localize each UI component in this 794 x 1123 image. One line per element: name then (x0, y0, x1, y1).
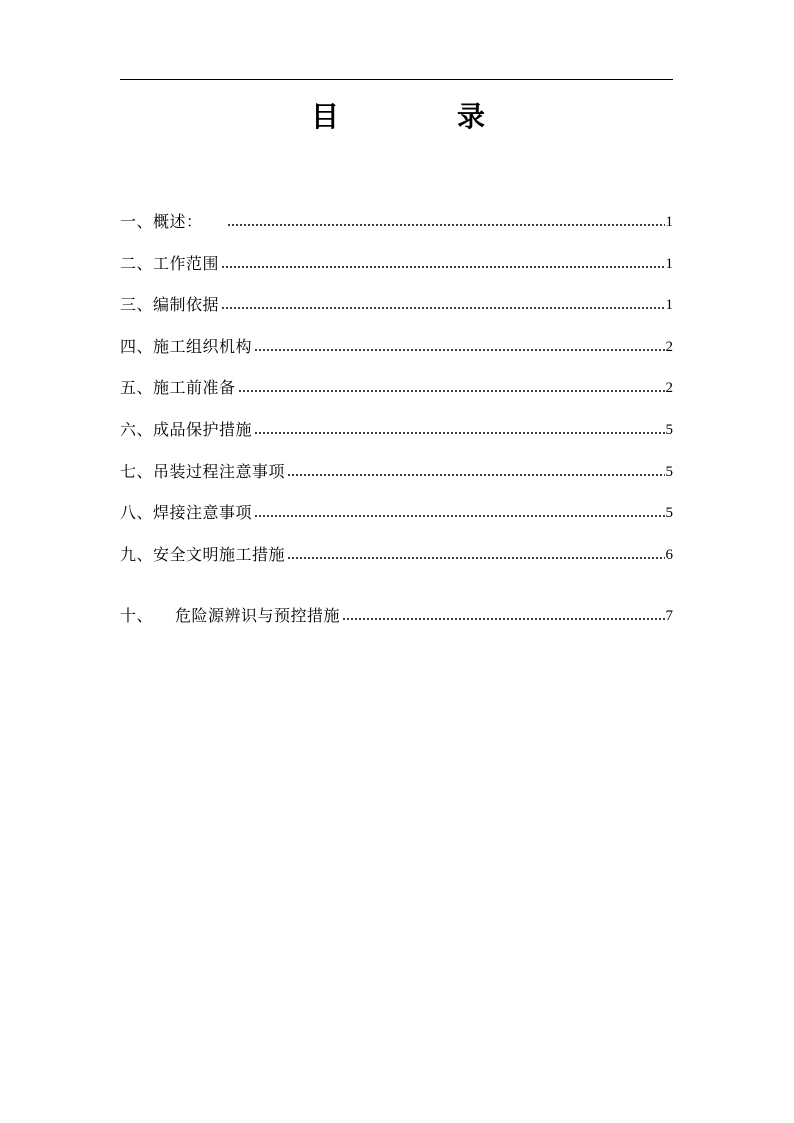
title-char-2: 录 (457, 100, 486, 133)
toc-entry[interactable] (120, 605, 673, 627)
toc-entry-number: 五、 (120, 378, 154, 397)
toc-entry-page: 5 (665, 464, 673, 480)
toc-entry-number: 二、 (120, 254, 154, 273)
toc-leader-dots (221, 305, 664, 311)
toc-entry-number: 七、 (120, 462, 154, 481)
toc-entry-page: 5 (665, 505, 673, 521)
toc-leader-dots (287, 555, 664, 561)
toc-entry-title: 施工组织机构 (153, 337, 253, 356)
toc-entry[interactable] (120, 544, 673, 566)
toc-leader-dots (254, 513, 664, 519)
toc-entry-number: 九、 (120, 545, 154, 564)
toc-leader-dots (342, 616, 664, 622)
toc-leader-dots (287, 472, 664, 478)
toc-entry-title: 成品保护措施 (153, 420, 253, 439)
toc-entry-number: 一、 (120, 212, 154, 231)
toc-entry[interactable] (120, 336, 673, 358)
toc-leader-dots (254, 347, 664, 353)
toc-entry[interactable] (120, 294, 673, 316)
toc-entry-page: 2 (665, 339, 673, 355)
toc-list (120, 0, 673, 700)
toc-leader-dots (227, 222, 665, 228)
toc-entry-title: 安全文明施工措施 (153, 545, 286, 564)
toc-entry-title: 工作范围 (153, 254, 220, 273)
toc-entry[interactable] (120, 253, 673, 275)
toc-entry-title: 危险源辨识与预控措施 (175, 606, 341, 625)
toc-entry-page: 5 (665, 422, 673, 438)
toc-entry[interactable] (120, 419, 673, 441)
toc-entry-page: 7 (665, 608, 673, 624)
toc-entry-number: 八、 (120, 503, 154, 522)
toc-entry[interactable] (120, 502, 673, 524)
toc-entry-title: 施工前准备 (153, 378, 236, 397)
toc-entry-title: 概述： (153, 212, 203, 231)
toc-entry-title: 吊装过程注意事项 (153, 462, 286, 481)
toc-entry-title: 焊接注意事项 (153, 503, 253, 522)
toc-entry-number: 六、 (120, 420, 154, 439)
title-char-1: 目 (311, 100, 340, 133)
toc-entry-number: 十、 (120, 606, 154, 625)
toc-entry-number: 四、 (120, 337, 154, 356)
toc-entry[interactable] (120, 377, 673, 399)
toc-entry-page: 1 (665, 256, 673, 272)
toc-entry-number: 三、 (120, 295, 154, 314)
toc-entry[interactable] (120, 461, 673, 483)
toc-entry-page: 1 (665, 297, 673, 313)
toc-entry-page: 6 (665, 547, 673, 563)
toc-entry-page: 1 (665, 214, 673, 230)
toc-leader-dots (221, 264, 664, 270)
toc-entry-title: 编制依据 (153, 295, 220, 314)
toc-leader-dots (254, 430, 664, 436)
toc-entry[interactable] (120, 211, 673, 233)
toc-entry-page: 2 (665, 380, 673, 396)
toc-leader-dots (238, 388, 665, 394)
